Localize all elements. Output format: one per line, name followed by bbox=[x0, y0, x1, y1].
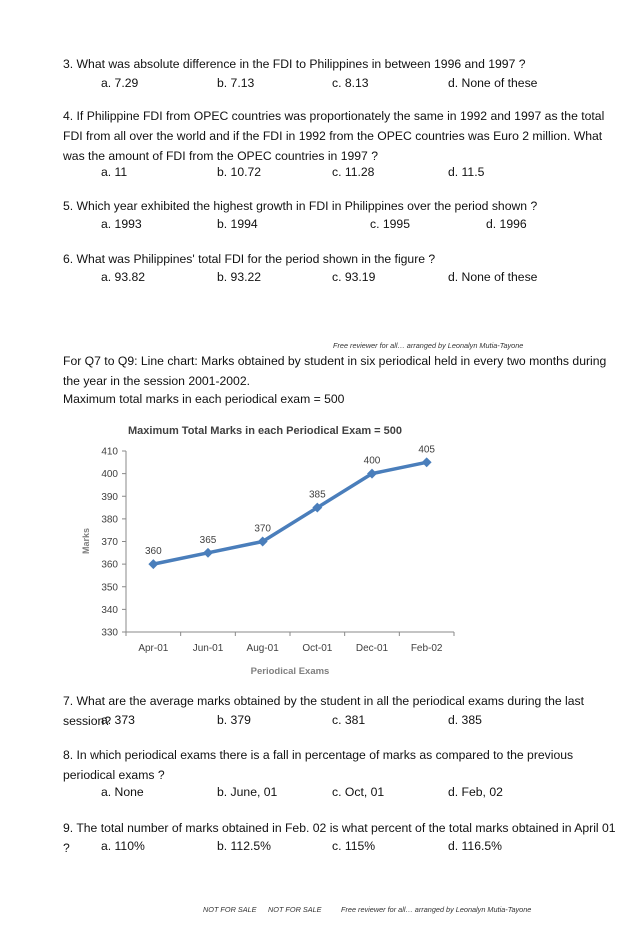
chart-intro: For Q7 to Q9: Line chart: Marks obtained by student in six periodical held in every two months during the year in the session 2001-2002. bbox=[63, 354, 607, 388]
x-tick-label: Dec-01 bbox=[355, 643, 389, 654]
x-axis-label: Periodical Exams bbox=[250, 666, 330, 677]
max-marks-note: Maximum total marks in each periodical exam = 500 bbox=[63, 392, 345, 406]
option-b: b. 379 bbox=[217, 713, 251, 727]
question-5-options bbox=[101, 215, 621, 233]
y-tick-label: 340 bbox=[101, 604, 118, 616]
option-a: a. 1993 bbox=[101, 217, 142, 231]
option-c: c. 93.19 bbox=[332, 270, 376, 284]
option-b: b. 112.5% bbox=[217, 839, 271, 853]
data-label: 400 bbox=[363, 455, 381, 467]
footer-not-for-sale-1: NOT FOR SALE bbox=[203, 905, 257, 914]
option-d: d. 1996 bbox=[486, 217, 527, 231]
option-a: a. 93.82 bbox=[101, 270, 146, 284]
y-axis-label: Marks bbox=[81, 527, 91, 555]
option-d: d. None of these bbox=[448, 76, 538, 90]
option-b: b. 7.13 bbox=[217, 76, 255, 90]
question-4-options bbox=[101, 163, 621, 181]
data-point bbox=[148, 559, 158, 569]
x-tick-label: Apr-01 bbox=[138, 643, 169, 654]
data-point bbox=[422, 457, 432, 467]
footer-credit: Free reviewer for all… arranged by Leonalyn Mutia-Tayone bbox=[341, 905, 532, 914]
option-d: d. 11.5 bbox=[448, 165, 485, 179]
x-tick-label: Aug-01 bbox=[246, 643, 279, 654]
option-d: d. Feb, 02 bbox=[448, 785, 503, 799]
option-b: b. 93.22 bbox=[217, 270, 262, 284]
question-9: 9. The total number of marks obtained in Feb. 02 is what percent of the total marks obtained in April 01 ? bbox=[63, 821, 616, 855]
question-7: 7. What are the average marks obtained by the student in all the periodical exams during the last session? bbox=[63, 694, 584, 728]
series-line bbox=[153, 462, 426, 564]
option-a: a. 373 bbox=[101, 713, 135, 727]
y-tick-label: 350 bbox=[101, 582, 118, 594]
data-label: 370 bbox=[254, 523, 272, 535]
footer-not-for-sale-2: NOT FOR SALE bbox=[268, 905, 322, 914]
option-c: c. 8.13 bbox=[332, 76, 369, 90]
data-point bbox=[203, 548, 213, 558]
option-a: a. 11 bbox=[101, 165, 128, 179]
option-b: b. 10.72 bbox=[217, 165, 262, 179]
option-a: a. 110% bbox=[101, 839, 145, 853]
question-8-options bbox=[101, 783, 621, 801]
x-tick-label: Oct-01 bbox=[302, 643, 333, 654]
marks-line-chart bbox=[76, 418, 466, 683]
data-label: 365 bbox=[199, 534, 217, 546]
x-tick-label: Jun-01 bbox=[192, 643, 224, 654]
option-c: c. Oct, 01 bbox=[332, 785, 385, 799]
question-9-options bbox=[101, 837, 621, 855]
option-c: c. 11.28 bbox=[332, 165, 375, 179]
y-tick-label: 390 bbox=[101, 491, 118, 503]
data-label: 385 bbox=[308, 489, 326, 501]
option-c: c. 1995 bbox=[370, 217, 410, 231]
question-6: 6. What was Philippines' total FDI for the period shown in the figure ? bbox=[63, 252, 436, 266]
data-label: 360 bbox=[144, 546, 162, 558]
question-5: 5. Which year exhibited the highest growth in FDI in Philippines over the period shown ? bbox=[63, 199, 538, 213]
question-3: 3. What was absolute difference in the FDI to Philippines in between 1996 and 1997 ? bbox=[63, 57, 526, 71]
option-d: d. 116.5% bbox=[448, 839, 502, 853]
question-3-options bbox=[101, 74, 621, 92]
x-tick-label: Feb-02 bbox=[410, 643, 443, 654]
chart-title: Maximum Total Marks in each Periodical Exam = 500 bbox=[128, 425, 402, 437]
data-label: 405 bbox=[418, 444, 436, 456]
question-8: 8. In which periodical exams there is a fall in percentage of marks as compared to the previous periodical exams ? bbox=[63, 748, 574, 782]
y-tick-label: 380 bbox=[101, 514, 118, 526]
y-tick-label: 370 bbox=[101, 537, 118, 548]
option-d: d. None of these bbox=[448, 270, 538, 284]
credit-line: Free reviewer for all… arranged by Leonalyn Mutia-Tayone bbox=[333, 341, 524, 350]
option-b: b. June, 01 bbox=[217, 785, 278, 799]
question-7-options bbox=[101, 711, 621, 729]
y-tick-label: 400 bbox=[101, 469, 118, 481]
option-d: d. 385 bbox=[448, 713, 482, 727]
option-b: b. 1994 bbox=[217, 217, 258, 231]
y-tick-label: 360 bbox=[101, 559, 118, 571]
option-a: a. 7.29 bbox=[101, 76, 139, 90]
option-c: c. 381 bbox=[332, 713, 366, 727]
y-tick-label: 410 bbox=[101, 446, 118, 458]
question-6-options bbox=[101, 268, 621, 286]
option-a: a. None bbox=[101, 785, 144, 799]
question-4: 4. If Philippine FDI from OPEC countries was proportionately the same in 1992 and 1997 as the total FDI from all over the world and if the FDI in 1992 from the OPEC countries was Euro 2 million. What was the amount of FDI from the OPEC countries in 1997 ? bbox=[63, 109, 605, 163]
y-tick-label: 330 bbox=[101, 627, 118, 639]
option-c: c. 115% bbox=[332, 839, 376, 853]
